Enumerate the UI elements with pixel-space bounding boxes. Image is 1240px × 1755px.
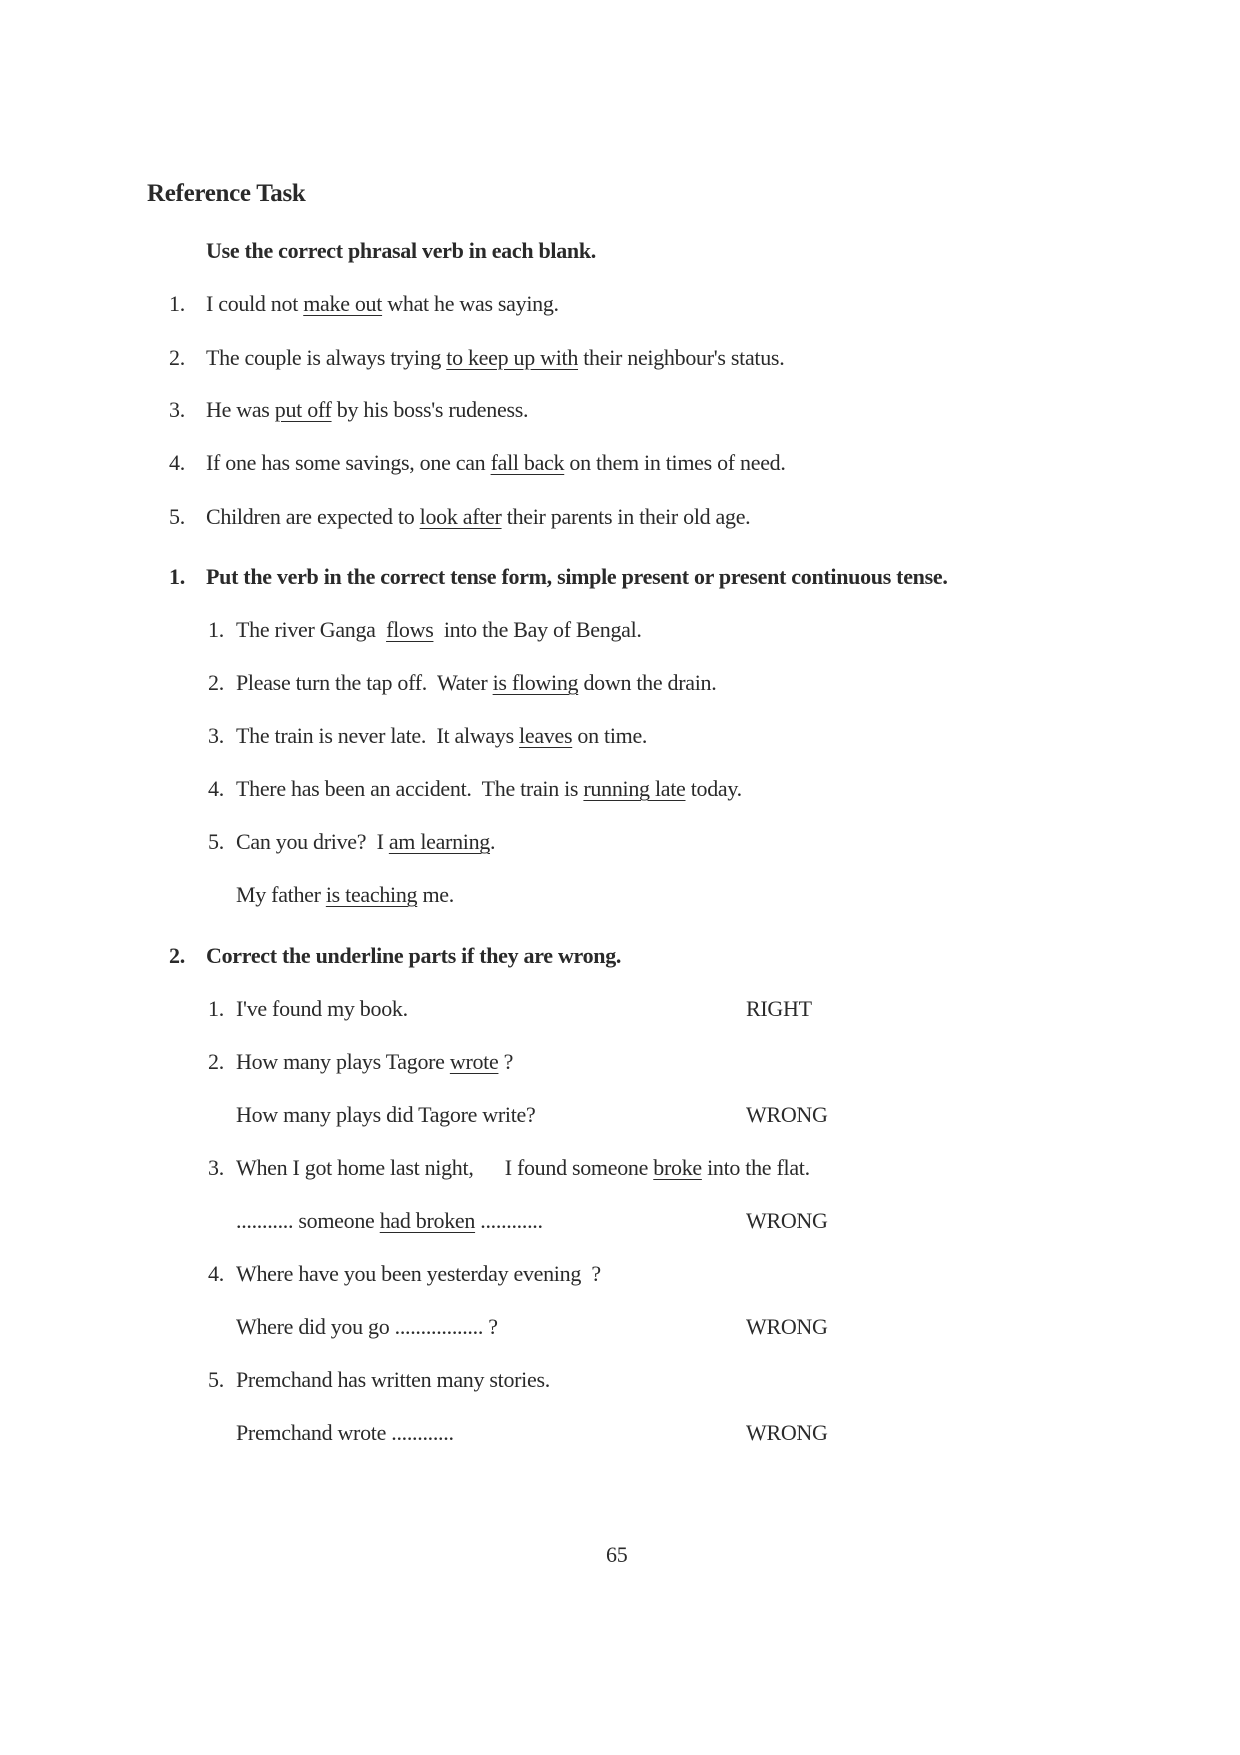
- sentence-post: today.: [685, 776, 742, 801]
- item-number: 5.: [169, 504, 185, 529]
- answer: running late: [583, 776, 686, 801]
- sentence-pre: He was: [206, 397, 275, 422]
- sentence-post: what he was saying.: [382, 291, 559, 316]
- item-number: 3.: [208, 1155, 224, 1180]
- correction: [236, 1104, 535, 1126]
- sentence-pre: How many plays Tagore: [236, 1049, 450, 1074]
- item-number: 1.: [208, 996, 224, 1021]
- sentence-pre: Where have you been yesterday evening ?: [236, 1261, 601, 1286]
- sentence-post: down the drain.: [578, 670, 717, 695]
- sentence-pre: The train is never late. It always: [236, 723, 520, 748]
- verdict: WRONG: [746, 1102, 828, 1127]
- sentence-post: into the Bay of Bengal.: [433, 617, 642, 642]
- sentence-post: their neighbour's status.: [578, 345, 785, 370]
- sentence: [236, 831, 495, 853]
- item-number: 2.: [208, 1049, 224, 1074]
- correction-pre: How many plays did Tagore write?: [236, 1102, 536, 1127]
- correction: [236, 1210, 543, 1232]
- item-number: 2.: [208, 670, 224, 695]
- sentence-pre: I've found my book.: [236, 996, 408, 1021]
- task-number: 2.: [169, 943, 185, 968]
- answer: is teaching: [325, 882, 418, 907]
- underlined-part: broke: [653, 1155, 702, 1180]
- correction: [236, 1422, 454, 1444]
- sentence-pre: If one has some savings, one can: [206, 450, 491, 475]
- correction-instruction: Correct the underline parts if they are wrong.: [206, 943, 622, 968]
- sentence-pre: Please turn the tap off. Water: [236, 670, 493, 695]
- sentence: [236, 998, 408, 1020]
- underlined-part: wrote: [449, 1049, 499, 1074]
- correction-pre: Premchand wrote ............: [236, 1420, 454, 1445]
- sentence-post: me.: [417, 882, 454, 907]
- sentence: [236, 1157, 810, 1179]
- sentence: [206, 452, 786, 474]
- answer: am learning: [388, 829, 491, 854]
- item-number: 4.: [208, 776, 224, 801]
- verdict: WRONG: [746, 1314, 828, 1339]
- page-number: 65: [606, 1542, 628, 1567]
- corrected-part: had broken: [379, 1208, 476, 1233]
- sentence-post: by his boss's rudeness.: [331, 397, 529, 422]
- answer: is flowing: [492, 670, 579, 695]
- sentence-pre: Can you drive? I: [236, 829, 389, 854]
- correction-post: ............: [475, 1208, 543, 1233]
- sentence-post: into the flat.: [701, 1155, 810, 1180]
- task-number: 1.: [169, 564, 185, 589]
- verdict: RIGHT: [746, 996, 812, 1021]
- tense-instruction: Put the verb in the correct tense form, simple present or present continuous tense.: [206, 564, 948, 589]
- sentence: [236, 1369, 550, 1391]
- item-number: 5.: [208, 1367, 224, 1392]
- phrasal-verb-instruction: Use the correct phrasal verb in each blank.: [206, 238, 596, 263]
- item-number: 2.: [169, 345, 185, 370]
- answer: put off: [274, 397, 332, 422]
- verdict: WRONG: [746, 1420, 828, 1445]
- sentence-post: on them in times of need.: [564, 450, 786, 475]
- sentence-pre: Children are expected to: [206, 504, 420, 529]
- sentence: [206, 506, 750, 528]
- sentence-pre: My father: [236, 882, 326, 907]
- item-number: 5.: [208, 829, 224, 854]
- answer: flows: [386, 617, 434, 642]
- correction-pre: Where did you go ................. ?: [236, 1314, 498, 1339]
- sentence: [206, 293, 559, 315]
- sentence-pre: The couple is always trying: [206, 345, 447, 370]
- sentence-pre: When I got home last night, I found someone: [236, 1155, 654, 1180]
- item-number: 3.: [169, 397, 185, 422]
- item-number: 4.: [208, 1261, 224, 1286]
- sentence-post: on time.: [572, 723, 648, 748]
- sentence-pre: There has been an accident. The train is: [236, 776, 584, 801]
- correction: [236, 1316, 498, 1338]
- sentence-pre: The river Ganga: [236, 617, 387, 642]
- section-title: Reference Task: [147, 180, 306, 207]
- verdict: WRONG: [746, 1208, 828, 1233]
- item-number: 1.: [169, 291, 185, 316]
- item-number: 4.: [169, 450, 185, 475]
- answer: leaves: [519, 723, 573, 748]
- answer: look after: [419, 504, 502, 529]
- sentence: [236, 725, 647, 747]
- sentence: [236, 1263, 601, 1285]
- sentence: [236, 884, 454, 906]
- answer: fall back: [490, 450, 565, 475]
- sentence-post: ?: [498, 1049, 514, 1074]
- sentence: [236, 619, 642, 641]
- sentence: [206, 347, 784, 369]
- answer: to keep up with: [446, 345, 579, 370]
- sentence-post: .: [490, 829, 496, 854]
- item-number: 3.: [208, 723, 224, 748]
- item-number: 1.: [208, 617, 224, 642]
- sentence-pre: I could not: [206, 291, 304, 316]
- sentence: [236, 672, 716, 694]
- sentence-pre: Premchand has written many stories.: [236, 1367, 550, 1392]
- sentence: [236, 1051, 513, 1073]
- sentence: [206, 399, 528, 421]
- answer: make out: [303, 291, 383, 316]
- sentence-post: their parents in their old age.: [501, 504, 751, 529]
- sentence: [236, 778, 742, 800]
- correction-pre: ........... someone: [236, 1208, 380, 1233]
